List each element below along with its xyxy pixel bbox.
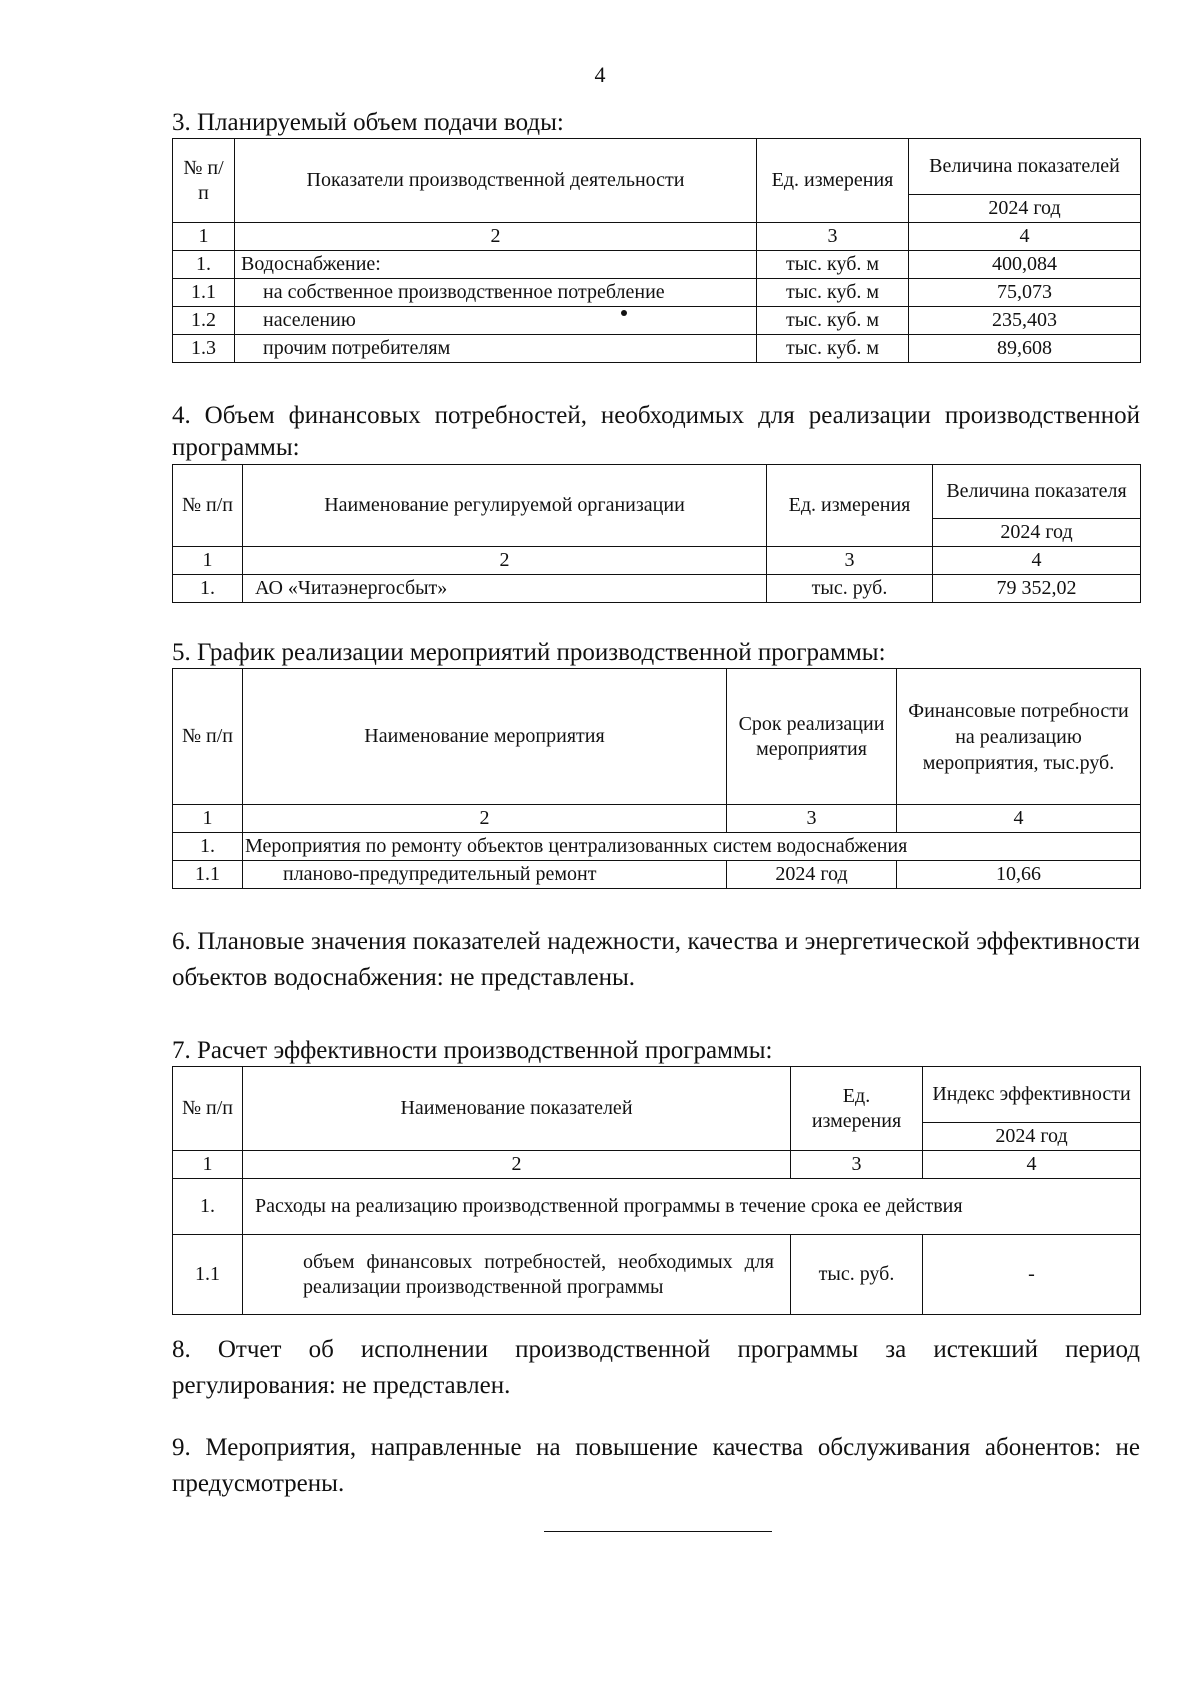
row-num: 1.1	[173, 279, 235, 307]
row-unit: тыс. руб.	[791, 1235, 923, 1315]
col-number: 3	[727, 805, 897, 833]
table-row	[173, 861, 1141, 889]
col-number: 2	[243, 1151, 791, 1179]
col-header-num: № п/п	[173, 1067, 243, 1151]
column-number-row	[173, 805, 1141, 833]
col-header-indicators: Показатели производственной деятельности	[235, 139, 757, 223]
table-row	[173, 575, 1141, 603]
section-5-heading: 5. График реализации мероприятий производственной программы:	[172, 639, 886, 666]
col-header-year: 2024 год	[933, 519, 1141, 547]
col-header-num: № п/п	[173, 139, 235, 223]
col-number: 4	[923, 1151, 1141, 1179]
row-num: 1.	[173, 1179, 243, 1235]
col-number: 1	[173, 223, 235, 251]
row-num: 1.	[173, 575, 243, 603]
group-name: Мероприятия по ремонту объектов централизованных систем водоснабжения	[243, 833, 1141, 861]
section-7	[172, 1036, 1140, 1315]
section-7-heading: 7. Расчет эффективности производственной программы:	[172, 1037, 773, 1064]
col-header-indicators: Наименование показателей	[243, 1067, 791, 1151]
table-row	[173, 1235, 1141, 1315]
schedule-table	[172, 668, 1141, 889]
section-3	[172, 108, 1140, 363]
scan-speck	[621, 310, 627, 316]
row-unit: тыс. куб. м	[757, 251, 909, 279]
row-name: на собственное производственное потребление	[235, 279, 757, 307]
row-value: 235,403	[909, 307, 1141, 335]
col-header-index: Индекс эффективности	[923, 1067, 1141, 1123]
col-number: 2	[243, 805, 727, 833]
section-9	[172, 1430, 1140, 1502]
table-group-row	[173, 833, 1141, 861]
col-number: 4	[933, 547, 1141, 575]
row-unit: тыс. куб. м	[757, 335, 909, 363]
efficiency-table	[172, 1066, 1141, 1315]
row-term: 2024 год	[727, 861, 897, 889]
row-value: 79 352,02	[933, 575, 1141, 603]
section-5	[172, 638, 1140, 889]
table-row	[173, 251, 1141, 279]
col-number: 2	[235, 223, 757, 251]
row-unit: тыс. руб.	[767, 575, 933, 603]
section-4	[172, 400, 1140, 603]
section-3-heading: 3. Планируемый объем подачи воды:	[172, 109, 564, 136]
row-unit: тыс. куб. м	[757, 307, 909, 335]
col-header-unit: Ед. измерения	[757, 139, 909, 223]
col-header-unit: Ед. измерения	[767, 465, 933, 547]
financial-needs-table	[172, 464, 1141, 603]
row-name: Водоснабжение:	[235, 251, 757, 279]
page-number: 4	[594, 62, 606, 87]
col-header-value: Величина показателей	[909, 139, 1141, 195]
column-number-row	[173, 1151, 1141, 1179]
col-header-year: 2024 год	[923, 1123, 1141, 1151]
col-header-activity: Наименование мероприятия	[243, 669, 727, 805]
col-header-num: № п/п	[173, 669, 243, 805]
col-number: 2	[243, 547, 767, 575]
row-indicator: объем финансовых потребностей, необходимых для реализации производственной программы	[243, 1235, 791, 1315]
row-activity: планово-предупредительный ремонт	[243, 861, 727, 889]
table-group-row	[173, 1179, 1141, 1235]
col-header-organization: Наименование регулируемой организации	[243, 465, 767, 547]
section-8	[172, 1332, 1140, 1404]
row-value: -	[923, 1235, 1141, 1315]
col-header-num: № п/п	[173, 465, 243, 547]
table-row	[173, 279, 1141, 307]
row-num: 1.2	[173, 307, 235, 335]
col-header-value: Величина показателя	[933, 465, 1141, 519]
water-supply-table	[172, 138, 1141, 363]
table-row	[173, 335, 1141, 363]
row-num: 1.1	[173, 1235, 243, 1315]
group-name: Расходы на реализацию производственной программы в течение срока ее действия	[243, 1179, 1141, 1235]
column-number-row	[173, 547, 1141, 575]
row-name: прочим потребителям	[235, 335, 757, 363]
section-8-text: 8. Отчет об исполнении производственной программы за истекший период регулирования: не представлен.	[172, 1336, 1140, 1399]
row-num: 1.	[173, 251, 235, 279]
row-value: 89,608	[909, 335, 1141, 363]
col-number: 4	[909, 223, 1141, 251]
row-organization: АО «Читаэнергосбыт»	[243, 575, 767, 603]
section-4-heading: 4. Объем финансовых потребностей, необходимых для реализации производственной программы:	[172, 402, 1140, 461]
col-number: 3	[757, 223, 909, 251]
col-header-term: Срок реализации мероприятия	[727, 669, 897, 805]
table-row	[173, 307, 1141, 335]
row-value: 75,073	[909, 279, 1141, 307]
row-num: 1.	[173, 833, 243, 861]
col-number: 4	[897, 805, 1141, 833]
section-6	[172, 924, 1140, 996]
section-6-text: 6. Плановые значения показателей надежности, качества и энергетической эффективности объектов водоснабжения: не представлены.	[172, 928, 1140, 991]
row-name: населению	[235, 307, 757, 335]
row-num: 1.1	[173, 861, 243, 889]
col-header-financing: Финансовые потребности на реализацию мероприятия, тыс.руб.	[897, 669, 1141, 805]
section-9-text: 9. Мероприятия, направленные на повышение качества обслуживания абонентов: не предусмотрены.	[172, 1434, 1140, 1497]
column-number-row	[173, 223, 1141, 251]
row-num: 1.3	[173, 335, 235, 363]
closing-divider	[544, 1531, 772, 1532]
col-number: 1	[173, 805, 243, 833]
col-number: 3	[791, 1151, 923, 1179]
row-unit: тыс. куб. м	[757, 279, 909, 307]
col-header-year: 2024 год	[909, 195, 1141, 223]
col-number: 1	[173, 547, 243, 575]
col-number: 1	[173, 1151, 243, 1179]
row-value: 400,084	[909, 251, 1141, 279]
col-header-unit: Ед. измерения	[791, 1067, 923, 1151]
col-number: 3	[767, 547, 933, 575]
row-financing: 10,66	[897, 861, 1141, 889]
